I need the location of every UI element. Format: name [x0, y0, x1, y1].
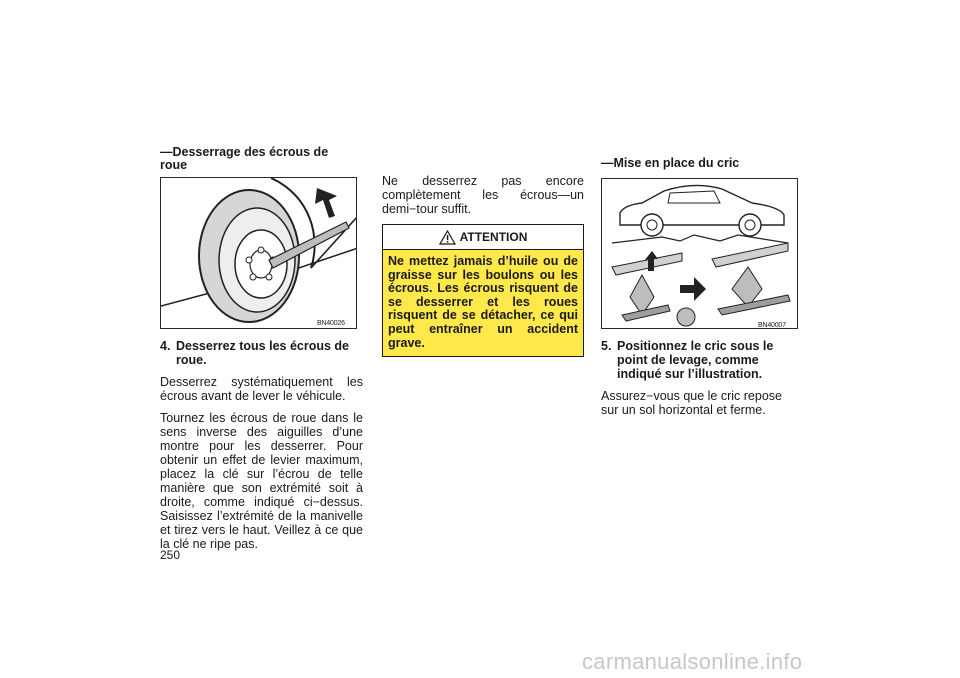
paragraph: Desserrez systématiquement les écrous avant de lever le véhicule. [160, 375, 363, 403]
paragraph: Ne desserrez pas encore complètement les écrous—un demi−tour suffit. [382, 174, 584, 216]
attention-title: ATTENTION [459, 230, 528, 244]
right-column [601, 157, 802, 417]
step-5 [601, 339, 802, 381]
jack-placement-illustration [601, 178, 798, 329]
attention-box [382, 224, 584, 357]
attention-text: Ne mettez jamais d’huile ou de graisse sur les boulons ou les écrous. Les écrous risquent de se desserrer et les roues risquent de se détacher, ce qui peut entraîner un accident grave. [388, 254, 578, 350]
step-number: 5. [601, 339, 612, 353]
section-heading-jack: —Mise en place du cric [601, 156, 740, 170]
step-text: Desserrez tous les écrous de roue. [176, 339, 349, 367]
step-text: Positionnez le cric sous le point de levage, comme indiqué sur l’illustration. [617, 339, 774, 381]
middle-column [382, 174, 584, 357]
paragraph: Assurez−vous que le cric repose sur un sol horizontal et ferme. [601, 389, 782, 417]
left-column [160, 146, 363, 551]
figure-code: BN40026 [317, 320, 345, 327]
page-number: 250 [160, 548, 181, 562]
watermark: carmanualsonline.info [582, 649, 803, 674]
section-heading-wheel-nuts: —Desserrage des écrous de roue [160, 145, 329, 172]
wheel-nut-illustration [160, 177, 357, 329]
attention-header [383, 225, 583, 250]
jack-drawing [602, 179, 798, 329]
figure-code: BN40007 [758, 322, 786, 329]
wheel-wrench-drawing [161, 178, 357, 329]
warning-triangle-icon [439, 230, 456, 245]
step-4 [160, 339, 363, 367]
paragraph: Tournez les écrous de roue dans le sens inverse des aiguilles d’une montre pour les desserrer. Pour obtenir un effet de levier maximum, placez la clé sur l’écrou de telle manière que son extrémité soit à droite, comme indiqué ci−dessus. Saisissez l’extrémité de la manivelle et tirez vers le haut. Veillez à ce que la clé ne ripe pas. [160, 411, 363, 551]
step-number: 4. [160, 339, 171, 353]
